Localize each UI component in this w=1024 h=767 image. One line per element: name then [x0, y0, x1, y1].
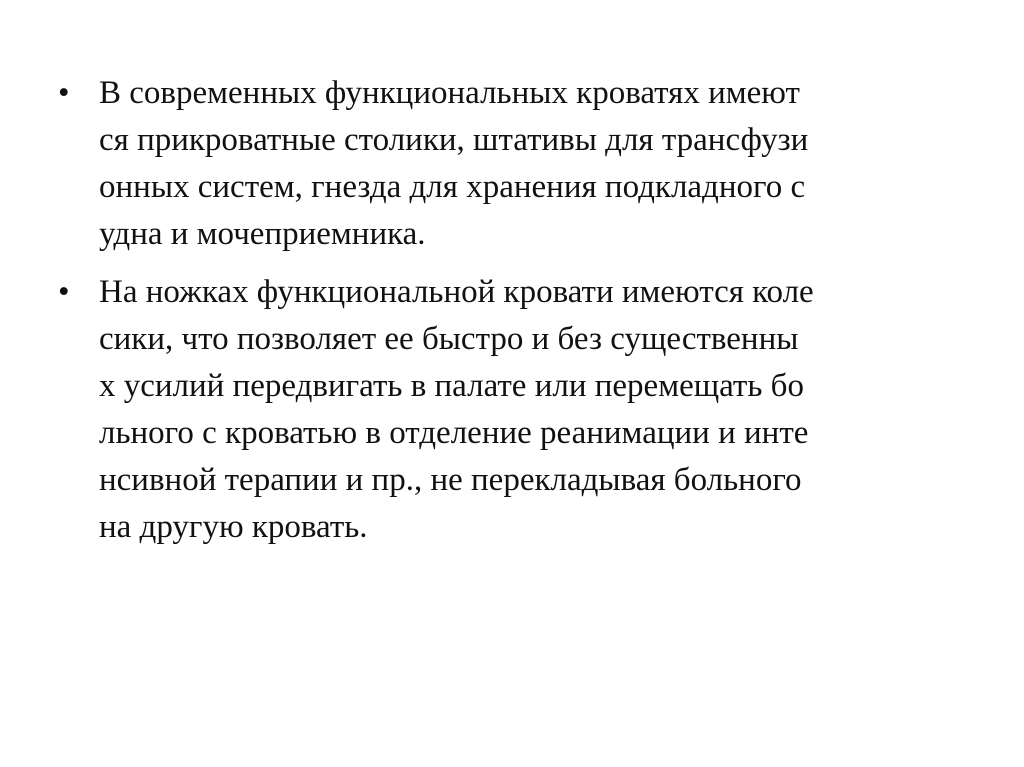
text-line: х усилий передвигать в палате или перемещать бо [99, 368, 804, 404]
bullet-text [99, 70, 978, 258]
text-line: На ножках функциональной кровати имеются коле [99, 274, 814, 310]
text-line: льного с кроватью в отделение реанимации и инте [99, 415, 809, 451]
bullet-icon: • [58, 75, 70, 111]
bullet-item [58, 70, 978, 258]
text-line: ся прикроватные столики, штативы для трансфузи [99, 122, 809, 158]
text-line: сики, что позволяет ее быстро и без существенны [99, 321, 799, 357]
text-line: удна и мочеприемника. [99, 216, 426, 252]
text-line: онных систем, гнезда для хранения подкладного с [99, 169, 806, 205]
text-line: на другую кровать. [99, 509, 368, 545]
bullet-text [99, 269, 978, 551]
text-line: нсивной терапии и пр., не перекладывая больного [99, 462, 802, 498]
bullet-list [58, 70, 978, 562]
text-line: В современных функциональных кроватях имеют [99, 75, 800, 111]
bullet-item [58, 269, 978, 551]
bullet-icon: • [58, 274, 70, 310]
